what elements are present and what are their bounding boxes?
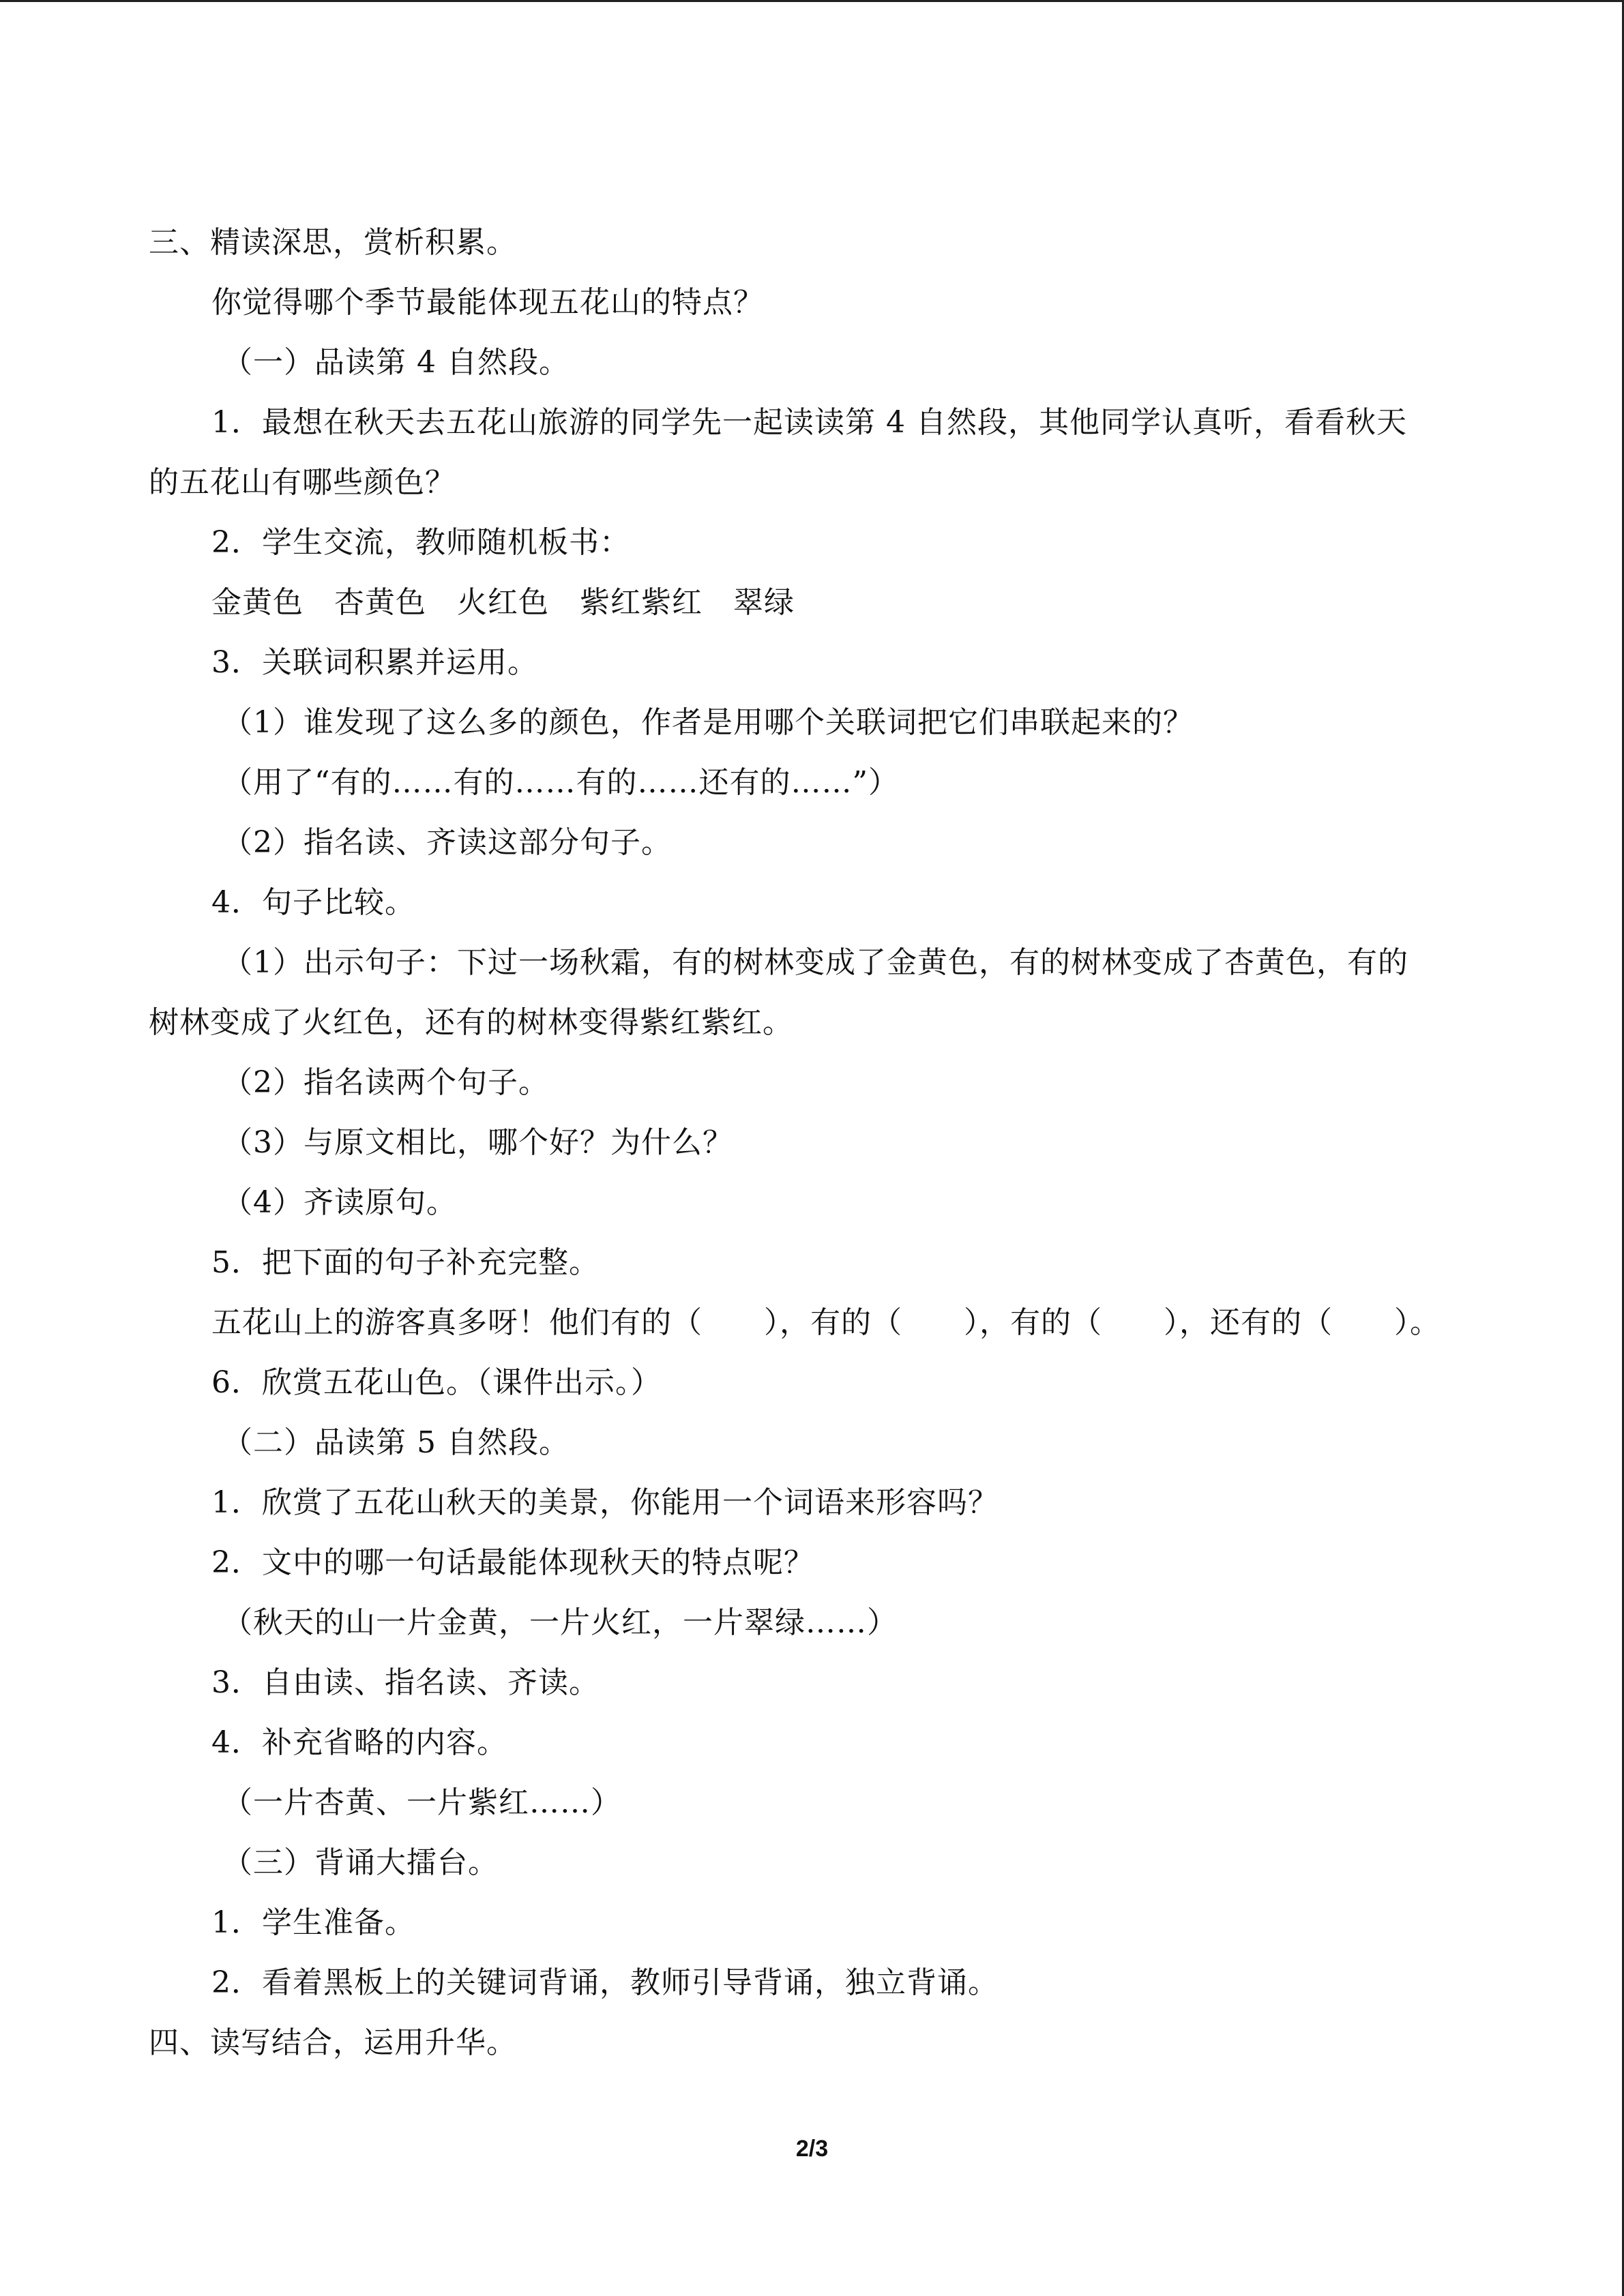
text-line: 5．把下面的句子补充完整。: [211, 1245, 600, 1280]
text-line: （1）谁发现了这么多的颜色，作者是用哪个关联词把它们串联起来的？: [222, 705, 1194, 740]
page-border-top: [0, 0, 1624, 2]
text-line: 1．最想在秋天去五花山旅游的同学先一起读读第 4 自然段，其他同学认真听，看看秋天: [211, 405, 1407, 440]
text-line: 6．欣赏五花山色。（课件出示。）: [211, 1365, 662, 1400]
text-line: （用了“有的……有的……有的……还有的……”）: [222, 765, 899, 800]
text-line: 的五花山有哪些颜色？: [149, 465, 456, 500]
text-line: （3）与原文相比，哪个好？为什么？: [222, 1125, 733, 1160]
text-line: 1．欣赏了五花山秋天的美景，你能用一个词语来形容吗？: [211, 1485, 999, 1520]
text-line: 3．自由读、指名读、齐读。: [211, 1665, 600, 1700]
page-number: 2/3: [795, 2136, 829, 2162]
text-line: （三）背诵大擂台。: [222, 1845, 499, 1880]
text-line: 金黄色 杏黄色 火红色 紫红紫红 翠绿: [211, 585, 795, 620]
text-line: （二）品读第 5 自然段。: [222, 1425, 570, 1460]
text-line: （秋天的山一片金黄，一片火红，一片翠绿……）: [222, 1605, 898, 1640]
text-line: 1．学生准备。: [211, 1905, 415, 1940]
text-line: （1）出示句子：下过一场秋霜，有的树林变成了金黄色，有的树林变成了杏黄色，有的: [222, 945, 1408, 980]
text-line: 五花山上的游客真多呀！他们有的（ ），有的（ ），有的（ ），还有的（ ）。: [211, 1305, 1441, 1340]
text-line: 2．看着黑板上的关键词背诵，教师引导背诵，独立背诵。: [211, 1965, 999, 2000]
document-body: [149, 213, 1486, 2073]
text-line: （4）齐读原句。: [222, 1185, 457, 1220]
text-line: （2）指名读、齐读这部分句子。: [222, 825, 672, 860]
text-line: 4．句子比较。: [211, 885, 415, 920]
text-line: 4．补充省略的内容。: [211, 1725, 507, 1760]
text-line: 树林变成了火红色，还有的树林变得紫红紫红。: [149, 1005, 793, 1040]
text-line: （2）指名读两个句子。: [222, 1065, 549, 1100]
text-line: （一）品读第 4 自然段。: [222, 345, 570, 380]
text-line: 四、读写结合，运用升华。: [149, 2025, 517, 2060]
text-line: 2．学生交流，教师随机板书：: [211, 525, 630, 560]
text-line: 3．关联词积累并运用。: [211, 645, 538, 680]
text-line: 三、精读深思，赏析积累。: [149, 225, 517, 260]
text-line: 2．文中的哪一句话最能体现秋天的特点呢？: [211, 1545, 814, 1580]
text-line: 你觉得哪个季节最能体现五花山的特点？: [211, 285, 764, 320]
text-line: （一片杏黄、一片紫红……）: [222, 1785, 621, 1820]
